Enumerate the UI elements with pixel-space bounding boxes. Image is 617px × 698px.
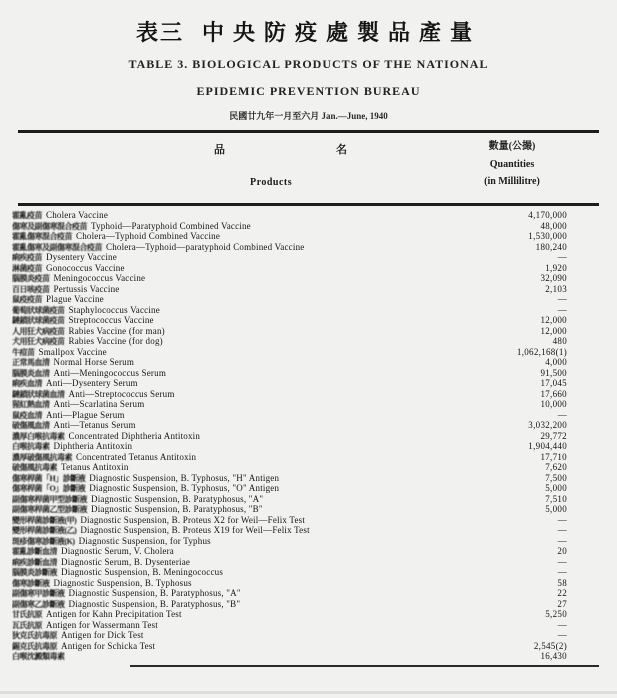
- product-name-english: Antigen for Dick Test: [61, 630, 144, 640]
- product-name-english: Anti—Streptococcus Serum: [68, 388, 175, 399]
- quantity-value: —: [557, 630, 567, 640]
- product-name-english: Diagnostic Suspension, B. Typhosus, "O" Antigen: [89, 483, 280, 493]
- product-name-english: Rabies Vaccine (for dog): [68, 336, 163, 346]
- product-name-english: Cholera—Typhoid—paratyphoid Combined Vaccine: [106, 241, 305, 252]
- product-name-chinese: 鼠疫疫苗: [12, 295, 42, 304]
- table-row: [12, 399, 599, 410]
- product-name-chinese: 副傷寒甲診斷液: [12, 589, 65, 598]
- quantity-value: 1,904,440: [528, 441, 567, 451]
- table-row: [12, 357, 599, 368]
- product-name-english: Streptococcus Vaccine: [68, 315, 154, 325]
- quantity-value: 32,090: [540, 273, 567, 283]
- quantity-value: 12,000: [540, 325, 567, 336]
- quantity-value: —: [557, 556, 567, 567]
- quantity-value: —: [557, 567, 567, 577]
- product-name-english: Concentrated Diphtheria Antitoxin: [68, 430, 201, 441]
- product-name-english: Plague Vaccine: [46, 294, 104, 304]
- product-name-chinese: 腦膜炎血清: [12, 368, 50, 378]
- document-title-english-line2: EPIDEMIC PREVENTION BUREAU: [196, 84, 421, 98]
- product-name-chinese: 錫克氏抗毒原: [12, 641, 57, 651]
- quantity-value: 1,062,168(1): [516, 346, 567, 357]
- quantity-value: 180,240: [535, 241, 567, 252]
- product-name-chinese: 變形桿菌診斷液(甲): [12, 515, 77, 525]
- header-products-en: Products: [250, 177, 293, 188]
- product-name-english: Diagnostic Suspension, for Typhus: [78, 535, 211, 546]
- table-row: [12, 294, 599, 305]
- product-name-chinese: 傷寒桿菌「O」診斷液: [12, 484, 86, 493]
- product-name-english: Anti—Tetanus Serum: [53, 420, 136, 430]
- table-row: [12, 567, 599, 578]
- quantity-value: 20: [557, 546, 567, 556]
- table-row: [12, 410, 599, 421]
- table-row: [12, 473, 599, 484]
- product-name-english: Diagnostic Suspension, B. Paratyphosus, "A": [68, 588, 241, 598]
- quantity-value: 5,000: [545, 483, 567, 493]
- table-row: [12, 242, 599, 253]
- product-name-english: Diagnostic Suspension, B. Proteus X19 for Weil—Felix Test: [80, 525, 310, 535]
- table-row: [12, 525, 599, 536]
- product-name-english: Normal Horse Serum: [53, 357, 135, 367]
- product-name-english: Pertussis Vaccine: [53, 283, 120, 294]
- table-row: [12, 431, 599, 442]
- product-name-chinese: 狄克氏抗毒原: [12, 631, 57, 640]
- product-name-chinese: 痢疾診斷血清: [12, 557, 57, 567]
- date-range-line: 民國廿九年一月至六月 Jan.—June, 1940: [229, 111, 388, 121]
- table-row: [12, 284, 599, 295]
- product-name-cell: [12, 651, 475, 663]
- product-name-english: Antigen for Schicka Test: [61, 640, 156, 651]
- document-title-chinese: [0, 0, 617, 47]
- table-row: [12, 462, 599, 473]
- product-name-chinese: 百日咳疫苗: [12, 284, 50, 294]
- document-title-english-line1: TABLE 3. BIOLOGICAL PRODUCTS OF THE NATIONAL: [128, 57, 489, 71]
- product-name-english: Smallpox Vaccine: [38, 346, 107, 357]
- table-row: [12, 609, 599, 620]
- product-name-chinese: 霍亂傷寒混合疫苗: [12, 232, 72, 241]
- table-row: [12, 504, 599, 515]
- table-row: [12, 326, 599, 337]
- product-name-chinese: 腦膜炎診斷液: [12, 568, 57, 577]
- header-products-zh-right: 名: [336, 144, 347, 156]
- product-name-english: Diagnostic Serum, B. Dysenteriae: [61, 556, 191, 567]
- product-name-chinese: 甘氏抗原: [12, 610, 42, 619]
- table-row: [12, 452, 599, 463]
- table-row: [12, 599, 599, 610]
- product-name-english: Diagnostic Suspension, B. Typhosus: [53, 577, 192, 588]
- product-name-chinese: 傷寒診斷液: [12, 578, 50, 588]
- table-row: [12, 368, 599, 379]
- header-quantities-zh: 數量(公撮): [488, 141, 536, 152]
- quantity-value: —: [557, 535, 567, 546]
- quantity-value: 5,000: [545, 504, 567, 514]
- product-name-english: Diagnostic Suspension, B. Paratyphosus, "B": [91, 504, 263, 514]
- product-name-chinese: 破傷風血清: [12, 421, 50, 430]
- quantity-value: —: [557, 294, 567, 304]
- product-name-chinese: 淋菌疫苗: [12, 263, 42, 273]
- product-name-chinese: 人用狂犬病疫苗: [12, 326, 65, 336]
- quantity-value: 17,045: [540, 378, 567, 388]
- product-name-english: Staphylococcus Vaccine: [68, 304, 160, 315]
- table-row: [12, 420, 599, 431]
- product-name-chinese: 鼠疫血清: [12, 410, 42, 420]
- quantity-value: 17,710: [540, 451, 567, 462]
- table-row: [12, 263, 599, 274]
- product-name-english: Anti—Plague Serum: [46, 409, 125, 420]
- quantity-value: 2,103: [545, 283, 567, 294]
- table-row: [12, 578, 599, 589]
- quantity-value: 1,530,000: [528, 231, 567, 241]
- table-row: [12, 305, 599, 316]
- product-name-chinese: 鏈鎖狀球菌血清: [12, 389, 65, 399]
- header-products-zh-left: 品: [214, 144, 225, 156]
- quantity-value: 2,545(2): [533, 640, 567, 651]
- table-row: [12, 536, 599, 547]
- quantity-value: 1,920: [545, 262, 567, 273]
- table-row: [12, 651, 599, 662]
- product-name-english: Tetanus Antitoxin: [61, 462, 129, 472]
- table-row: [12, 546, 599, 557]
- quantity-value: 480: [552, 336, 567, 346]
- table-row: [12, 494, 599, 505]
- product-name-english: Diagnostic Suspension, B. Typhosus, "H" Antigen: [89, 472, 280, 483]
- table-row: [12, 483, 599, 494]
- product-name-english: Meningococcus Vaccine: [53, 273, 146, 283]
- product-name-english: Dysentery Vaccine: [46, 252, 117, 262]
- product-name-chinese: 霍亂疫苗: [12, 211, 42, 220]
- product-name-chinese: 副傷寒桿菌乙型診斷液: [12, 505, 87, 514]
- product-name-english: Diagnostic Suspension, B. Meningococcus: [61, 567, 224, 577]
- product-name-chinese: 猩紅熱血清: [12, 400, 50, 409]
- product-name-english: Diagnostic Suspension, B. Proteus X2 for Weil—Felix Test: [80, 514, 306, 525]
- quantity-value: 16,430: [540, 651, 567, 661]
- product-name-chinese: 濃厚破傷風抗毒素: [12, 452, 72, 462]
- table-row: [12, 210, 599, 221]
- product-name-chinese: 痢疾疫苗: [12, 253, 42, 262]
- product-name-chinese: 葡萄狀球菌疫苗: [12, 305, 65, 315]
- quantity-value: 7,510: [545, 493, 567, 504]
- product-name-chinese: 傷寒及副傷寒混合疫苗: [12, 221, 87, 231]
- product-name-english: Anti—Scarlatina Serum: [53, 399, 145, 409]
- table-row: [12, 347, 599, 358]
- product-name-chinese: 斑疹傷寒診斷液(K): [12, 536, 75, 546]
- quantity-value: —: [557, 525, 567, 535]
- header-heavy-rule: [18, 203, 599, 206]
- table-header: [18, 133, 599, 199]
- product-name-chinese: 痢疾血清: [12, 379, 42, 388]
- product-name-english: Diagnostic Suspension, B. Paratyphosus, "B": [68, 598, 241, 609]
- quantity-value: —: [557, 409, 567, 420]
- table-row: [12, 231, 599, 242]
- header-quantities-en: Quantities: [489, 159, 535, 170]
- product-name-english: Cholera Vaccine: [46, 210, 109, 220]
- table-row: [12, 557, 599, 568]
- quantity-value: —: [557, 252, 567, 262]
- table-row: [12, 273, 599, 284]
- quantity-value: 22: [557, 588, 567, 598]
- product-name-chinese: 白喉沈澱類毒素: [12, 652, 65, 661]
- quantity-value: —: [557, 304, 567, 315]
- product-name-chinese: 霍亂診斷血清: [12, 547, 57, 556]
- table-row: [12, 315, 599, 326]
- product-name-chinese: 腦膜炎疫苗: [12, 274, 50, 283]
- table-row: [12, 588, 599, 599]
- quantity-value: 58: [557, 577, 567, 588]
- product-name-chinese: 鏈鎖狀球菌疫苗: [12, 316, 65, 325]
- quantity-value: 10,000: [540, 399, 567, 409]
- product-name-chinese: 濃厚白喉抗毒素: [12, 431, 65, 441]
- product-name-chinese: 傷寒桿菌「H」診斷液: [12, 473, 86, 483]
- table-row: [12, 389, 599, 400]
- product-name-english: Cholera—Typhoid Combined Vaccine: [76, 231, 221, 241]
- product-name-chinese: 霍亂傷寒及副傷寒混合疫苗: [12, 242, 102, 252]
- table-row: [12, 221, 599, 232]
- product-name-english: Diagnostic Suspension, B. Paratyphosus, "A": [91, 493, 264, 504]
- table-row: [12, 441, 599, 452]
- quantity-value: 3,032,200: [528, 420, 567, 430]
- product-name-chinese: 副傷寒桿菌甲型診斷液: [12, 494, 87, 504]
- product-name-english: Antigen for Wassermann Test: [46, 619, 158, 630]
- quantity-value: —: [557, 619, 567, 630]
- product-name-english: Gonococcus Vaccine: [46, 262, 125, 273]
- quantity-value: 29,772: [540, 430, 567, 441]
- product-name-english: Rabies Vaccine (for man): [68, 325, 165, 336]
- product-name-english: Diphtheria Antitoxin: [53, 441, 133, 451]
- product-name-chinese: 白喉抗毒素: [12, 442, 50, 451]
- quantity-value: 4,000: [545, 357, 567, 367]
- product-name-chinese: 牛痘苗: [12, 347, 35, 357]
- quantity-value: 48,000: [540, 220, 567, 231]
- table-row: [12, 378, 599, 389]
- product-name-chinese: 瓦氏抗原: [12, 620, 42, 630]
- table-row: [12, 515, 599, 526]
- header-quantities: [437, 137, 587, 187]
- table-row: [12, 336, 599, 347]
- product-name-english: Diagnostic Serum, V. Cholera: [61, 546, 175, 556]
- quantity-value: 17,660: [540, 388, 567, 399]
- quantity-value: —: [557, 514, 567, 525]
- quantity-value: 7,620: [545, 462, 567, 472]
- product-name-chinese: 副傷寒乙診斷液: [12, 599, 65, 609]
- table-title-zh: 中央防疫處製品產量: [202, 20, 482, 45]
- table-row: [12, 620, 599, 631]
- quantity-value: 27: [557, 598, 567, 609]
- quantity-value: 4,170,000: [528, 210, 567, 220]
- product-name-english: Typhoid—Paratyphoid Combined Vaccine: [91, 220, 251, 231]
- product-name-chinese: 正常馬血清: [12, 358, 50, 367]
- product-name-english: Anti—Meningococcus Serum: [53, 367, 167, 378]
- quantity-value: 5,250: [545, 609, 567, 619]
- product-name-english: Anti—Dysentery Serum: [46, 378, 138, 388]
- bottom-rule: [130, 665, 599, 667]
- product-name-chinese: 變形桿菌診斷液(乙): [12, 526, 77, 535]
- product-name-english: Antigen for Kahn Precipitation Test: [46, 609, 182, 619]
- quantity-value: 7,500: [545, 472, 567, 483]
- table-body: [12, 210, 599, 662]
- scan-edge-shadow: [0, 691, 617, 694]
- table-row: [12, 641, 599, 652]
- quantity-value: 91,500: [540, 367, 567, 378]
- product-name-chinese: 破傷風抗毒素: [12, 463, 57, 472]
- header-quantities-unit: (in Millilitre): [484, 176, 540, 187]
- table-number-zh: 表三: [135, 20, 184, 45]
- table-row: [12, 252, 599, 263]
- quantity-value: 12,000: [540, 315, 567, 325]
- table-row: [12, 630, 599, 641]
- product-name-english: Concentrated Tetanus Antitoxin: [76, 451, 197, 462]
- product-name-chinese: 犬用狂犬病疫苗: [12, 337, 65, 346]
